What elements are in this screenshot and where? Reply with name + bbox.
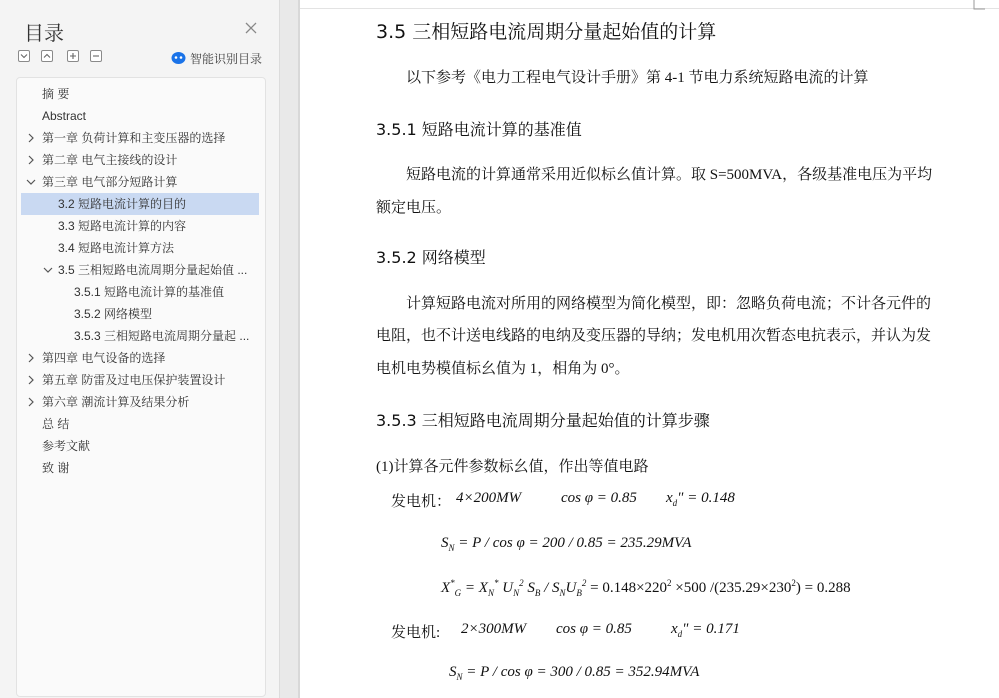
smart-toc-button[interactable] [171,50,262,66]
chevron-right-icon[interactable] [25,132,37,144]
toc-item-summary[interactable] [21,413,259,435]
toc-item-chapter-1[interactable] [21,127,259,149]
x-symbol: X [441,580,451,596]
xd-symbol: x [666,490,673,506]
toc-item-label: 3.3 短路电流计算的内容 [58,219,187,233]
u-sup: 2 [519,578,524,588]
smart-recognize-icon [171,51,186,65]
toc-item-label: 第五章 防雷及过电压保护装置设计 [42,373,226,387]
toc-item-chapter-2[interactable] [21,149,259,171]
expand-up-icon[interactable] [41,50,53,62]
toc-item-3-3[interactable] [21,215,259,237]
toc-item-label: 第一章 负荷计算和主变压器的选择 [42,131,226,145]
toc-item-label: 第三章 电气部分短路计算 [42,175,178,189]
x-sub: G [454,588,462,598]
x-val-3: ) = 0.288 [795,580,851,596]
toc-item-label: 3.4 短路电流计算方法 [58,241,175,255]
paragraph-352-line1: 计算短路电流对所用的网络模型为简化模型，即：忽略负荷电流；不计各元件的 [406,296,932,312]
generator-2-cos: cos φ = 0.85 [556,621,632,637]
paragraph-reference: 以下参考《电力工程电气设计手册》第 4-1 节电力系统短路电流的计算 [406,70,869,86]
generator-1-label: 发电机： [391,494,452,510]
toc-sidebar [0,0,280,698]
close-icon[interactable] [243,20,259,36]
x-val-1: = 0.148×220 [586,580,668,596]
sn-subscript: N [456,672,463,682]
sn-symbol: S [441,535,449,551]
ub-sup: 2 [581,578,587,588]
paragraph-352-line2: 电阻，也不计送电线路的电纳及变压器的导纳；发电机用次暂态电抗表示，并认为发 [376,328,932,344]
sn-sub-2: N [559,588,566,598]
xd-subscript: d [672,498,678,508]
chevron-right-icon[interactable] [25,352,37,364]
x-val-2: ×500 /(235.29×230 [671,580,792,596]
toc-item-label: 第四章 电气设备的选择 [42,351,166,365]
x-val-1-sup: 2 [667,578,672,588]
ub-symbol: U [565,580,577,596]
chevron-down-icon[interactable] [42,264,54,276]
toc-item-label: Abstract [42,109,87,123]
xd-value: " = 0.171 [682,621,740,637]
sb-symbol: S [523,580,535,596]
sb-sub: B [534,588,541,598]
toc-item-3-5-3[interactable] [21,325,259,347]
sn-expression: = P / cos φ = 300 / 0.85 = 352.94MVA [462,664,700,680]
ub-sub: B [576,588,582,598]
xd-symbol: x [671,621,678,637]
remove-heading-icon[interactable] [90,50,102,62]
smart-toc-label: 智能识别目录 [190,51,263,66]
toc-item-label: 3.5.3 三相短路电流周期分量起 ... [74,329,250,343]
heading-3-5: 3.5 三相短路电流周期分量起始值的计算 [376,21,717,43]
u-sub: N [513,588,520,598]
sn-subscript: N [448,543,455,553]
toc-item-label: 致 谢 [42,461,70,475]
xd-value: " = 0.148 [677,490,735,506]
x-eq: = X [461,580,488,596]
toc-item-label: 第二章 电气主接线的设计 [42,153,178,167]
u-symbol: U [498,580,514,596]
chevron-right-icon[interactable] [25,396,37,408]
generator-1-cos: cos φ = 0.85 [561,490,637,506]
paragraph-step-1: (1)计算各元件参数标幺值，作出等值电路 [376,459,649,475]
equation-xg [441,578,851,598]
toc-item-label: 第六章 潮流计算及结果分析 [42,395,190,409]
paragraph-351-line2: 额定电压。 [376,200,452,216]
collapse-all-icon[interactable] [18,50,30,62]
sn-symbol-2: / S [540,580,560,596]
toc-item-abstract-cn[interactable] [21,83,259,105]
toc-item-3-4[interactable] [21,237,259,259]
sidebar-title: 目录 [24,23,64,45]
generator-2-count: 2×300MW [461,621,527,637]
toc-item-3-5-2[interactable] [21,303,259,325]
toc-item-abstract-en[interactable] [21,105,259,127]
xd-subscript: d [677,629,683,639]
xn-sub: N [487,588,494,598]
toc-item-label: 总 结 [42,417,70,431]
toc-item-acknowledgements[interactable] [21,457,259,479]
toc-item-references[interactable] [21,435,259,457]
heading-3-5-3: 3.5.3 三相短路电流周期分量起始值的计算步骤 [376,411,710,430]
equation-sn-1 [441,535,691,553]
toc-panel [16,77,266,697]
x-val-2-sup: 2 [791,578,796,588]
document-page [300,0,999,698]
toc-item-chapter-6[interactable] [21,391,259,413]
toc-item-chapter-4[interactable] [21,347,259,369]
chevron-down-icon[interactable] [25,176,37,188]
paragraph-351-line1: 短路电流的计算通常采用近似标幺值计算。取 S=500MVA，各级基准电压为平均 [406,167,933,183]
generator-1-count: 4×200MW [456,490,522,506]
toc-item-label: 3.5 三相短路电流周期分量起始值 ... [58,263,248,277]
paragraph-352-line3: 电机电势模值标幺值为 1，相角为 0°。 [376,361,630,377]
toc-item-3-5[interactable] [21,259,259,281]
toc-item-label: 摘 要 [42,87,70,101]
equation-sn-2 [449,664,699,682]
generator-2-label: 发电机: [391,625,441,641]
toc-item-3-5-1[interactable] [21,281,259,303]
sn-expression: = P / cos φ = 200 / 0.85 = 235.29MVA [454,535,692,551]
page-corner-marker-icon [963,0,985,14]
chevron-right-icon[interactable] [25,374,37,386]
heading-3-5-1: 3.5.1 短路电流计算的基准值 [376,120,582,139]
toc-item-3-2[interactable] [21,193,259,215]
heading-3-5-2: 3.5.2 网络模型 [376,248,486,267]
sn-symbol: S [449,664,457,680]
add-heading-icon[interactable] [67,50,79,62]
toc-item-label: 参考文献 [42,439,91,453]
toc-item-label: 3.5.2 网络模型 [74,307,153,321]
generator-2-xd [671,621,740,639]
chevron-right-icon[interactable] [25,154,37,166]
generator-1-xd [666,490,735,508]
toc-item-chapter-5[interactable] [21,369,259,391]
toc-item-label: 3.2 短路电流计算的目的 [58,197,187,211]
xn-sup: * [493,578,499,588]
toc-item-chapter-3[interactable] [21,171,259,193]
x-sup: * [450,578,455,588]
page-top-divider [300,8,999,9]
toc-item-label: 3.5.1 短路电流计算的基准值 [74,285,225,299]
